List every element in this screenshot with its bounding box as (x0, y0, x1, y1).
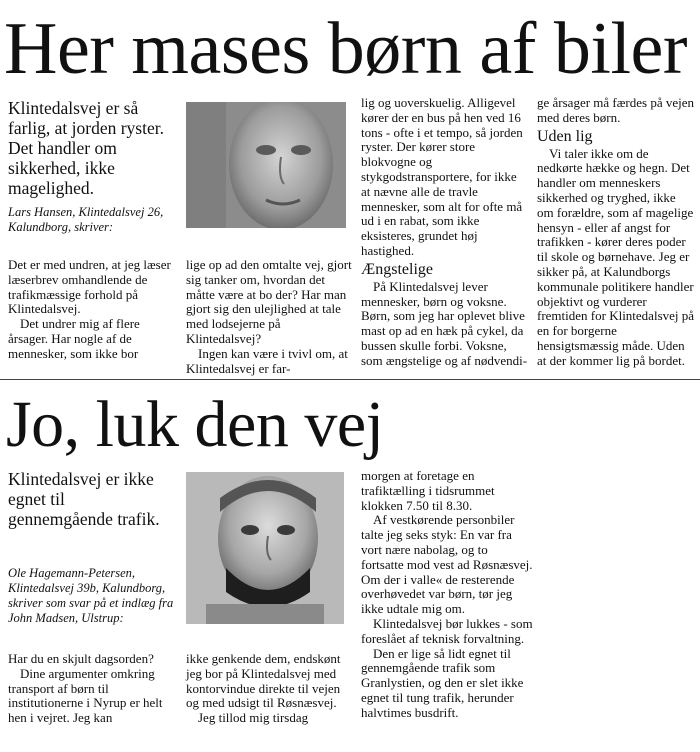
portrait-image (186, 472, 344, 624)
paragraph: Ingen kan være i tvivl om, at Klintedalsvej er far- (186, 345, 348, 376)
article2-column-1 (8, 652, 176, 726)
paragraph: Af vestkørende personbiler talte jeg seks styk: En var fra vort nære nabolag, og to fortsatte mod vest ad Røsnæsvej. Om der i valle« de resterende overhøvedet var børn, tør jeg ikke udtale mig om. (361, 512, 533, 617)
article2-headline: Jo, luk den vej (6, 388, 384, 461)
paragraph: ge årsager må færdes på vejen med deres børn. (537, 95, 695, 125)
article1-lead: Klintedalsvej er så farlig, at jorden ryster. Det handler om sikkerhed, ikke magelighed. (8, 98, 164, 198)
paragraph: Jeg tillod mig tirsdag (198, 710, 309, 726)
article1-subheading-1: Ængstelige (361, 260, 433, 278)
paragraph: Det undrer mig af flere årsager. Har nogle af de mennesker, som ikke bor (8, 316, 140, 361)
article1-author-photo (186, 102, 346, 228)
article1-column-4 (537, 96, 695, 369)
article2-column-3 (361, 469, 533, 721)
paragraph: Dine argumenter omkring transport af børn til institutionerne i Nyrup er helt hen i vejret. Jeg kan (8, 665, 163, 726)
paragraph: Det er med undren, at jeg læser læserbrev omhandlende de trafikmæssige forhold på Klintedalsvej. (8, 257, 171, 317)
portrait-image (186, 102, 346, 228)
paragraph: lig og uoverskuelig. Alligevel kører der en bus på hen ved 16 tons - ofte i et tempo, så jorden ryster. Der kører store blokvogne og stykgodstransportere, for ikke at nævne alle de travle mennesker, som alt for ofte må ud i en rabat, som ikke eksisteres, grundet høj hastighed. (361, 95, 523, 258)
paragraph: morgen at foretage en trafiktælling i tidsrummet klokken 7.50 til 8.30. (361, 468, 495, 513)
paragraph: Den er lige så lidt egnet til gennemgående trafik som Granlystien, og den er slet ikke egnet til tung trafik, herunder halvtimes busdrift. (361, 645, 524, 720)
article1-byline: Lars Hansen, Klintedalsvej 26, Kalundborg, skriver: (8, 205, 164, 234)
paragraph: lige op ad den omtalte vej, gjort sig tanker om, hvordan det måtte være at bo der? Har man gjort sig den ulejlighed at tale med lodsejerne på Klintedalsvej? (186, 257, 352, 346)
paragraph: På Klintedalsvej lever mennesker, børn og voksne. Børn, som jeg har oplevet blive mast op ad en hæk på cykel, da bussen skulle forbi. Voksne, som ængstelige og af nødvendi- (361, 278, 528, 368)
article1-column-3 (361, 96, 529, 369)
article1-column-2 (186, 258, 352, 376)
paragraph: ikke genkende dem, endskønt jeg bor på Klintedalsvej med kontorvindue direkte til vejen og med udsigt til Røsnæsvej. (186, 651, 341, 711)
article1-column-1 (8, 258, 178, 362)
article2-author-photo (186, 472, 344, 624)
article1-headline: Her mases børn af biler (4, 8, 688, 90)
article2-byline: Ole Hagemann-Petersen, Klintedalsvej 39b, Kalundborg, skriver som svar på et indlæg fra John Madsen, Ulstrup: (8, 566, 174, 625)
paragraph: Har du en skjult dagsorden? (8, 651, 154, 666)
paragraph: Vi taler ikke om de nedkørte hække og hegn. Det handler om menneskers sikkerhed og tryghed, ikke om forældre, som af magelige hensyn - eller af angst for trafikken - kører deres poder til skole og børnehave. Jeg er sikker på, at Kalundborgs kommunale politikere handler objektivt og vurderer fremtiden for Klintedalsvej på en for borgerne hensigtsmæssig måde. Uden at der kommer lig på bordet. (537, 145, 695, 368)
article1-subheading-2: Uden lig (537, 127, 593, 145)
paragraph: Klintedalsvej bør lukkes - som foreslået af teknisk forvaltning. (361, 615, 533, 646)
article2-column-2 (186, 652, 352, 726)
article-divider (0, 379, 700, 380)
article2-lead: Klintedalsvej er ikke egnet til gennemgående trafik. (8, 469, 160, 529)
